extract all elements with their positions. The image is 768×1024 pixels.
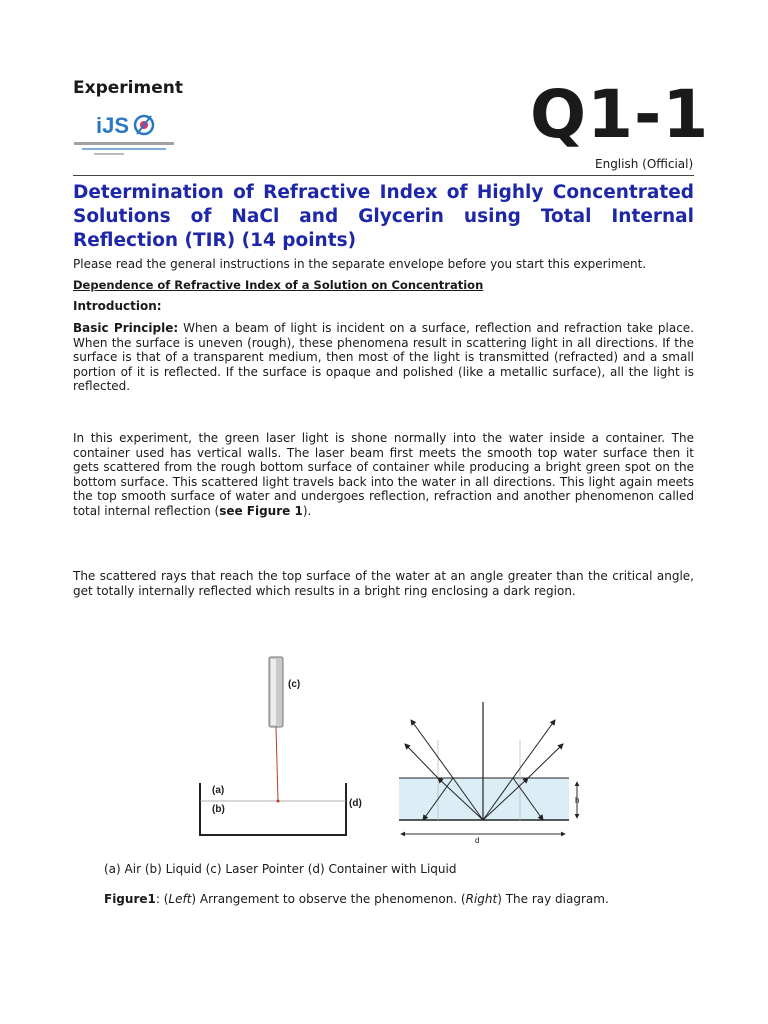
ray-diagram-figure <box>393 700 601 846</box>
experiment-paragraph <box>73 431 694 519</box>
basic-principle-label: Basic Principle: <box>73 321 179 335</box>
svg-text:iJS: iJS <box>96 113 130 138</box>
label-b: (b) <box>212 804 225 815</box>
caption-part: ) The ray diagram. <box>497 892 609 906</box>
label-d: (d) <box>349 798 362 809</box>
caption-right: Right <box>465 892 498 906</box>
label-dist: d <box>475 836 480 845</box>
ijso-logo <box>74 109 176 161</box>
figure-caption <box>104 892 609 906</box>
figure-caption-label: Figure1 <box>104 892 156 906</box>
label-h: h <box>575 796 580 805</box>
label-a: (a) <box>212 785 225 796</box>
question-number: Q1-1 <box>530 76 710 153</box>
figure-legend: (a) Air (b) Liquid (c) Laser Pointer (d) Container with Liquid <box>104 862 457 876</box>
basic-principle-paragraph <box>73 321 694 394</box>
basic-principle-text: When a beam of light is incident on a surface, reflection and refraction take place. When the surface is uneven (rough), these phenomena result in scattering light in all directions. If the surface is that of a transparent medium, then most of the light is transmitted (refracted) and a small portion of it is reflected. If the surface is opaque and polished (like a metallic surface), all the light is reflected. <box>73 321 694 394</box>
section-label: Experiment <box>73 78 183 98</box>
language-label: English (Official) <box>595 157 694 171</box>
intro-heading: Introduction: <box>73 299 162 313</box>
subheading: Dependence of Refractive Index of a Solution on Concentration <box>73 278 484 292</box>
arrangement-figure <box>196 651 362 841</box>
instructions-text: Please read the general instructions in the separate envelope before you start this experiment. <box>73 257 647 271</box>
experiment-text: In this experiment, the green laser light is shone normally into the water inside a container. The container used has vertical walls. The laser beam first meets the smooth top water surface then it gets scattered from the rough bottom surface of container while producing a bright green spot on the bottom surface. This scattered light travels back into the water in all directions. This light again meets the top smooth surface of water and undergoes reflection, refraction and another phenomenon called total internal reflection ( <box>73 431 694 518</box>
header-divider <box>73 175 694 176</box>
caption-part: : ( <box>155 892 169 906</box>
caption-left: Left <box>168 892 192 906</box>
page-title: Determination of Refractive Index of Highly Concentrated Solutions of NaCl and Glycerin using Total Internal Reflection (TIR) (14 points) <box>73 182 694 251</box>
figure-reference: see Figure 1 <box>219 503 303 518</box>
caption-part: ) Arrangement to observe the phenomenon. ( <box>191 892 466 906</box>
experiment-text-end: ). <box>302 503 312 518</box>
scatter-paragraph: The scattered rays that reach the top surface of the water at an angle greater than the critical angle, get totally internally reflected which results in a bright ring enclosing a dark region. <box>73 569 694 598</box>
label-c: (c) <box>288 679 301 690</box>
